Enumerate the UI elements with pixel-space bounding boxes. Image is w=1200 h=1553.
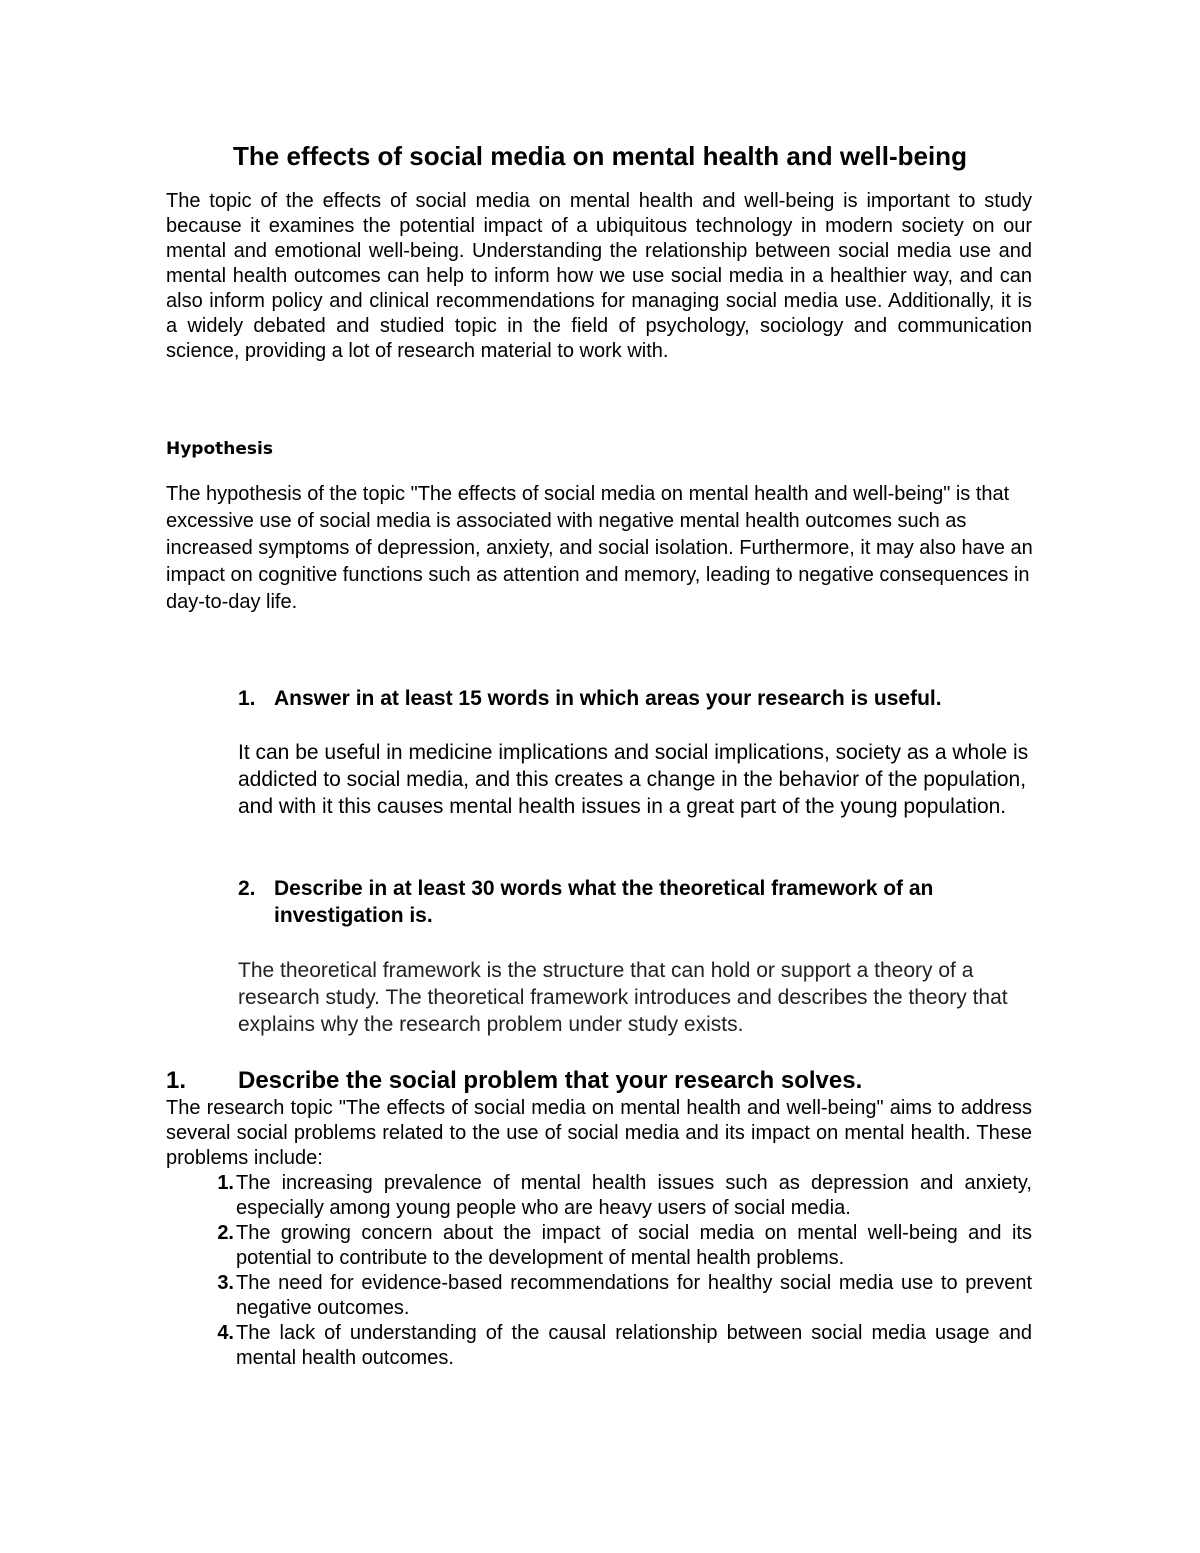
- problem-item-2: [166, 1221, 1032, 1271]
- social-problem-number: 1.: [166, 1067, 187, 1094]
- document-title: The effects of social media on mental health and well-being: [233, 141, 967, 171]
- problem-item-3-number: 3.: [217, 1272, 234, 1294]
- problem-list: [166, 1171, 1032, 1371]
- social-problem-heading: [166, 1066, 1036, 1096]
- problem-item-4: [166, 1321, 1032, 1371]
- hypothesis-heading: Hypothesis: [166, 439, 273, 459]
- social-problem-title: Describe the social problem that your research solves.: [238, 1067, 863, 1094]
- social-problem-intro: The research topic "The effects of social media on mental health and well-being" aims to address several social problems related to the use of social media and its impact on mental health. These problems include:: [166, 1097, 1032, 1169]
- intro-paragraph: The topic of the effects of social media on mental health and well-being is important to study because it examines the potential impact of a ubiquitous technology in modern society on our mental and emotional well-being. Understanding the relationship between social media use and mental health outcomes can help to inform how we use social media in a healthier way, and can also inform policy and clinical recommendations for managing social media use. Additionally, it is a widely debated and studied topic in the field of psychology, sociology and communication science, providing a lot of research material to work with.: [166, 190, 1032, 362]
- problem-item-4-number: 4.: [217, 1322, 234, 1344]
- problem-item-3-text: The need for evidence-based recommendations for healthy social media use to prevent negative outcomes.: [236, 1272, 1032, 1319]
- problem-item-3: [166, 1271, 1032, 1321]
- question-1-number: 1.: [238, 687, 256, 710]
- question-2-block: [238, 875, 1038, 1038]
- question-1-answer: It can be useful in medicine implications and social implications, society as a whole is addicted to social media, and this creates a change in the behavior of the population, and with it this causes mental health issues in a great part of the young population.: [238, 741, 1029, 818]
- question-1-block: [238, 685, 1038, 820]
- question-2-number: 2.: [238, 877, 256, 900]
- hypothesis-paragraph: The hypothesis of the topic "The effects of social media on mental health and well-being" is that excessive use of social media is associated with negative mental health outcomes such as increased symptoms of depression, anxiety, and social isolation. Furthermore, it may also have an impact on cognitive functions such as attention and memory, leading to negative consequences in day-to-day life.: [166, 483, 1033, 613]
- question-1-heading: [238, 685, 1038, 712]
- problem-item-1-number: 1.: [217, 1172, 234, 1194]
- question-2-text: Describe in at least 30 words what the theoretical framework of an investigation is.: [274, 877, 934, 927]
- problem-item-2-text: The growing concern about the impact of social media on mental well-being and its potential to contribute to the development of mental health problems.: [236, 1222, 1032, 1269]
- question-2-answer: The theoretical framework is the structure that can hold or support a theory of a research study. The theoretical framework introduces and describes the theory that explains why the research problem under study exists.: [238, 959, 1008, 1036]
- problem-item-4-text: The lack of understanding of the causal relationship between social media usage and mental health outcomes.: [236, 1322, 1032, 1369]
- problem-item-1-text: The increasing prevalence of mental health issues such as depression and anxiety, especially among young people who are heavy users of social media.: [236, 1172, 1032, 1219]
- question-1-text: Answer in at least 15 words in which areas your research is useful.: [274, 687, 942, 710]
- problem-item-1: [166, 1171, 1032, 1221]
- question-2-heading: [238, 875, 1038, 929]
- problem-item-2-number: 2.: [217, 1222, 234, 1244]
